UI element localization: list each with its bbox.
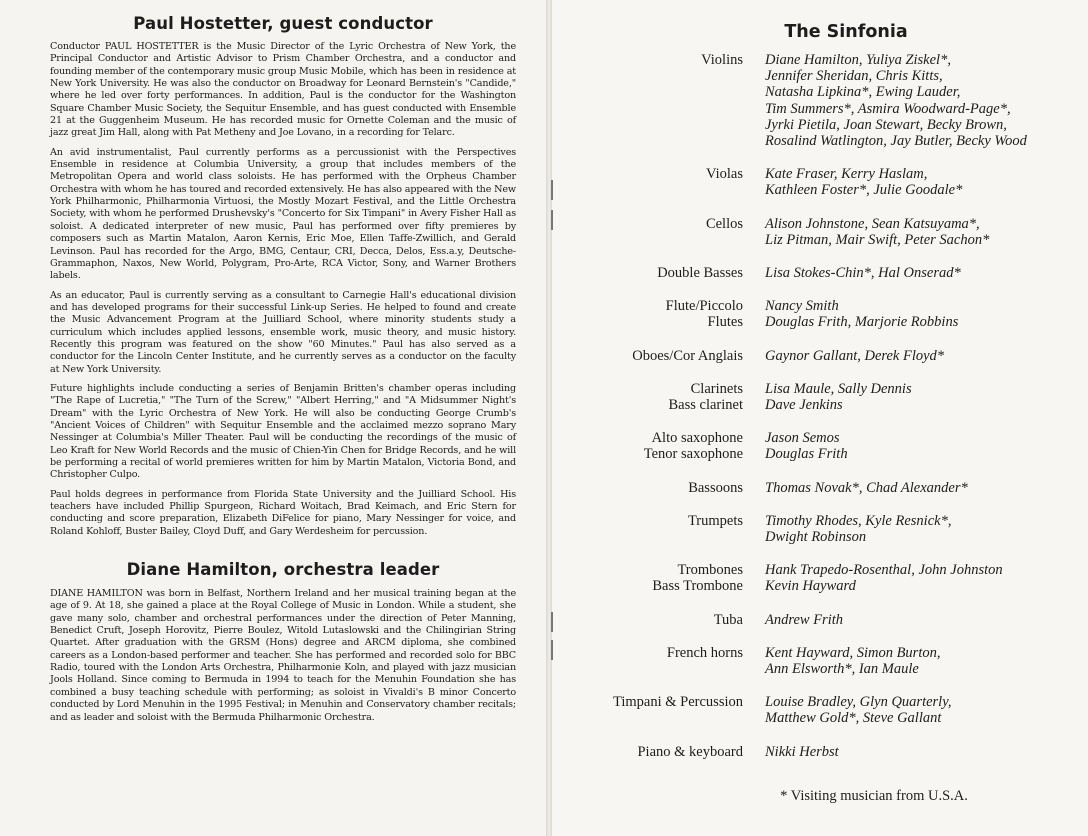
musician-names — [743, 348, 944, 364]
binding-mark — [551, 640, 553, 660]
musician-name-line: Kevin Hayward — [765, 578, 856, 595]
musician-names — [743, 612, 843, 628]
instrument-label: Cellos — [705, 215, 743, 232]
instrument-label: Oboes/Cor Anglais — [632, 347, 743, 364]
hamilton-paragraph: DIANE HAMILTON was born in Belfast, Northern Ireland and her musical training began at the age of 9. At 18, she gained a place at the Royal College of Music in London. While a student, she gave many solo, chamber and orchestral performances under the direction of Peter Manning, Benedict Cruft, Joseph Horovitz, Pierre Boulez, Witold Lutaslowski and the Chilingirian String Quartet. After graduation with the GRSM (Hons) degree and ARCM diploma, she combined careers as a London-based performer and teacher. She has performed and recorded solo for BBC Radio, toured with the London Arts Orchestra, Philharmonie Koln, and played with jazz musician Jools Holland. Since coming to Bermuda in 1994 to teach for the Menuhin Foundation she has combined a busy teaching schedule with performing; as soloist in Vivaldi's B minor Concerto conducted by Lord Menuhin in the 1995 Festival; in Menuhin and Conservatory chamber recitals; and as leader and soloist with the Bermuda Philharmonic Orchestra. — [50, 588, 516, 723]
roster-section — [548, 381, 1088, 413]
instrument-label: Trumpets — [687, 512, 743, 529]
musician-names — [743, 265, 961, 281]
instrument-labels — [548, 348, 743, 364]
roster-section — [548, 562, 1088, 594]
musician-name-line: Dwight Robinson — [765, 529, 867, 546]
musician-name-line: Hank Trapedo-Rosenthal, John Johnston — [765, 562, 1003, 579]
instrument-labels — [548, 562, 743, 594]
instrument-label: Piano & keyboard — [637, 743, 743, 760]
musician-name-line: Natasha Lipkina*, Ewing Lauder, — [765, 84, 961, 101]
instrument-label: Flutes — [707, 314, 743, 331]
instrument-labels — [548, 744, 743, 760]
instrument-labels — [548, 166, 743, 198]
roster-section — [548, 298, 1088, 330]
musician-name-line: Tim Summers*, Asmira Woodward-Page*, — [765, 100, 1011, 117]
instrument-label: Tuba — [713, 611, 743, 628]
instrument-labels — [548, 645, 743, 677]
instrument-label: Double Basses — [657, 265, 743, 282]
instrument-label: Clarinets — [690, 380, 743, 397]
instrument-label: Bass clarinet — [668, 397, 743, 414]
musician-name-line: Louise Bradley, Glyn Quarterly, — [765, 694, 952, 711]
instrument-labels — [548, 480, 743, 496]
musician-name-line: Lisa Stokes-Chin*, Hal Onserad* — [765, 265, 961, 282]
musician-names — [743, 645, 940, 677]
musician-names — [743, 52, 1027, 149]
instrument-label: Flute/Piccolo — [665, 298, 743, 315]
instrument-labels — [548, 216, 743, 248]
musician-name-line: Jennifer Sheridan, Chris Kitts, — [765, 68, 943, 85]
instrument-labels — [548, 430, 743, 462]
instrument-label: Violins — [701, 52, 743, 68]
roster-section — [548, 645, 1088, 677]
page-gutter — [546, 0, 552, 836]
binding-mark — [551, 612, 553, 632]
musician-name-line: Jason Semos — [765, 430, 840, 447]
instrument-labels — [548, 298, 743, 330]
hostetter-heading: Paul Hostetter, guest conductor — [133, 14, 433, 33]
musician-name-line: Timothy Rhodes, Kyle Resnick*, — [765, 512, 952, 529]
hostetter-paragraph: Conductor PAUL HOSTETTER is the Music Director of the Lyric Orchestra of New York, the Principal Conductor and Artistic Advisor to Prism Chamber Orchestra, and a conductor and founding member of the contemporary music group Music Mobile, which has been in residence at New York University. He was also the conductor on Broadway for Leonard Bernstein's "Candide," where he led over forty performances. In addition, Paul is the conductor for the Washington Square Chamber Music Society, the Sequitur Ensemble, and has guest conducted with Ensemble 21 at the Guggenheim Museum. He has recorded music for Ornette Coleman and the music of jazz great Jim Hall, along with Pat Metheny and Joe Lovano, in a recording for Telarc. — [50, 41, 516, 139]
instrument-label: Bass Trombone — [652, 578, 743, 595]
musician-names — [743, 381, 912, 413]
instrument-labels — [548, 52, 743, 149]
roster-section — [548, 612, 1088, 628]
instrument-labels — [548, 612, 743, 628]
binding-mark — [551, 210, 553, 230]
musician-name-line: Kate Fraser, Kerry Haslam, — [765, 166, 928, 183]
musician-name-line: Thomas Novak*, Chad Alexander* — [765, 479, 968, 496]
musician-name-line: Ann Elsworth*, Ian Maule — [765, 661, 919, 678]
instrument-label: Tenor saxophone — [643, 446, 743, 463]
musician-name-line: Douglas Frith — [765, 446, 848, 463]
sinfonia-heading: The Sinfonia — [784, 22, 908, 42]
musician-name-line: Matthew Gold*, Steve Gallant — [765, 710, 942, 727]
instrument-label: Alto saxophone — [651, 430, 743, 447]
instrument-labels — [548, 265, 743, 281]
musician-names — [743, 480, 968, 496]
musician-name-line: Dave Jenkins — [765, 397, 843, 414]
musician-name-line: Kathleen Foster*, Julie Goodale* — [765, 182, 963, 199]
instrument-label: French horns — [666, 644, 743, 661]
musician-names — [743, 430, 848, 462]
instrument-label: Trombones — [677, 562, 743, 579]
musician-names — [743, 513, 951, 545]
hamilton-heading: Diane Hamilton, orchestra leader — [126, 560, 440, 580]
musician-names — [743, 562, 1003, 594]
musician-name-line: Liz Pitman, Mair Swift, Peter Sachon* — [765, 231, 990, 248]
musician-names — [743, 694, 951, 726]
roster-section — [548, 216, 1088, 248]
instrument-label: Violas — [706, 166, 743, 183]
musician-name-line: Kent Hayward, Simon Burton, — [765, 644, 941, 661]
binding-mark — [551, 180, 553, 200]
roster-section — [548, 513, 1088, 545]
instrument-labels — [548, 513, 743, 545]
musician-name-line: Rosalind Watlington, Jay Butler, Becky Wood — [765, 133, 1027, 150]
hostetter-paragraph: An avid instrumentalist, Paul currently performs as a percussionist with the Perspectives Ensemble in residence at Columbia University, a group that includes members of the Metropolitan Opera and world class soloists. He has performed with the Orpheus Chamber Orchestra with whom he has toured and recorded extensively. He has also appeared with the New York Philharmonic, Philharmonia Virtuosi, the Mostly Mozart Festival, and the Little Orchestra Society, with whom he performed Drushevsky's "Concerto for Six Timpani" in Avery Fisher Hall as soloist. A dedicated interpreter of new music, Paul has performed over fifty premieres by composers such as Martin Matalon, Aaron Kernis, Eric Moe, Ellen Taffe-Zwillich, and Gerald Levinson. Paul has recorded for the Argo, BMG, Centaur, CRI, Decca, Delos, Ess.a.y, Deutsche-Grammaphon, Naxos, New World, Polygram, Pro-Arte, RCA Victor, Sony, and Warner Brothers labels. — [50, 146, 516, 282]
roster-section — [548, 430, 1088, 462]
musician-name-line: Nancy Smith — [765, 298, 839, 315]
musician-name-line: Gaynor Gallant, Derek Floyd* — [765, 347, 945, 364]
right-page — [548, 0, 1088, 836]
instrument-label: Timpani & Percussion — [613, 694, 743, 711]
musician-names — [743, 166, 962, 198]
roster-section — [548, 744, 1088, 760]
musician-names — [743, 298, 958, 330]
instrument-labels — [548, 694, 743, 726]
musician-name-line: Lisa Maule, Sally Dennis — [765, 380, 912, 397]
roster-section — [548, 265, 1088, 281]
sinfonia-roster — [548, 52, 1088, 760]
hostetter-paragraph: As an educator, Paul is currently serving as a consultant to Carnegie Hall's educational division and has developed programs for their successful Link-up Series. He helped to found and create the Music Advancement Program at the Juilliard School, where minority students study a curriculum which includes applied lessons, ensemble work, music theory, and music history. Recently this program was featured on the show "60 Minutes." Paul has also served as a conductor for the Lincoln Center Institute, and he currently serves as a conductor on the faculty at New York University. — [50, 289, 516, 375]
instrument-label: Bassoons — [688, 479, 743, 496]
visiting-musician-footnote: * Visiting musician from U.S.A. — [780, 788, 968, 804]
roster-section — [548, 480, 1088, 496]
hostetter-paragraph: Future highlights include conducting a series of Benjamin Britten's chamber operas including "The Rape of Lucretia," "The Turn of the Screw," "Albert Herring," and "A Midsummer Night's Dream" with the Lyric Orchestra of New York. He will also be conducting George Crumb's "Ancient Voices of Children" with Sequitur Ensemble and the acclaimed mezzo soprano Mary Nessinger at Columbia's Miller Theater. Paul will be conducting the recordings of the music of Leo Kraft for New World Records and the music of Chien-Yin Chen for Bridge Records, and he will be performing a recital of world premieres written for him by Martin Matalon, Victoria Bond, and Christopher Culpo. — [50, 382, 516, 481]
roster-section — [548, 348, 1088, 364]
musician-name-line: Diane Hamilton, Yuliya Ziskel*, — [765, 52, 951, 68]
hostetter-paragraph: Paul holds degrees in performance from Florida State University and the Juilliard School. His teachers have included Phillip Spurgeon, Richard Woitach, Brad Keimach, and Eric Stern for conducting and score preparation, Elizabeth DiFelice for piano, Mary Nessinger for voice, and Roland Kohloff, Buster Bailey, Cloyd Duff, and Gary Werdesheim for percussion. — [50, 488, 516, 537]
musician-names — [743, 216, 989, 248]
musician-name-line: Douglas Frith, Marjorie Robbins — [765, 314, 959, 331]
roster-section — [548, 694, 1088, 726]
instrument-labels — [548, 381, 743, 413]
musician-name-line: Jyrki Pietila, Joan Stewart, Becky Brown, — [765, 116, 1007, 133]
musician-names — [743, 744, 839, 760]
musician-name-line: Alison Johnstone, Sean Katsuyama*, — [765, 215, 980, 232]
musician-name-line: Nikki Herbst — [765, 743, 839, 760]
musician-name-line: Andrew Frith — [765, 611, 844, 628]
roster-section — [548, 166, 1088, 198]
roster-section — [548, 52, 1088, 149]
